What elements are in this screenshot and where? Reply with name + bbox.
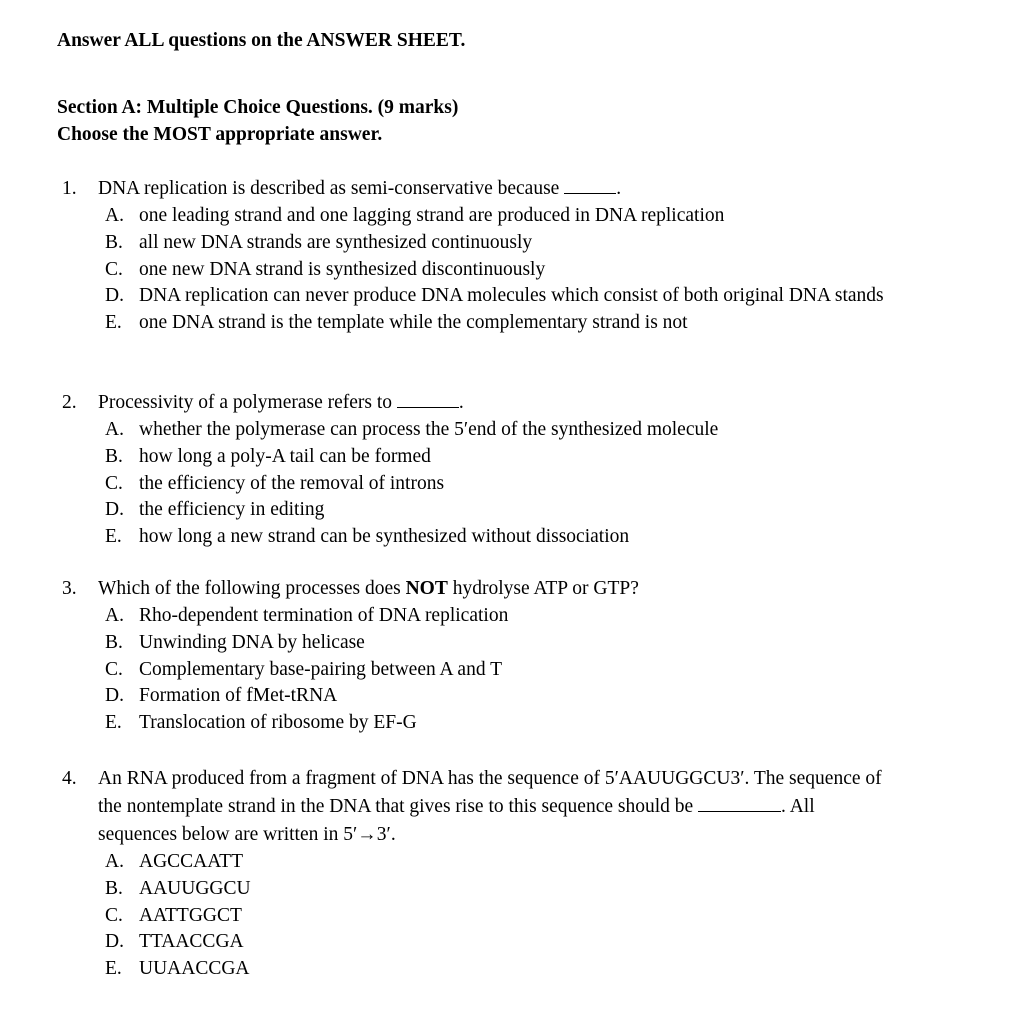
question-number: 1. xyxy=(62,178,77,199)
option-b xyxy=(62,230,942,257)
option-e xyxy=(62,524,942,551)
option-c xyxy=(62,657,942,684)
option-d xyxy=(62,497,942,524)
option-a xyxy=(62,849,882,876)
answer-blank xyxy=(564,177,616,194)
options-list xyxy=(62,417,942,551)
option-text: Translocation of ribosome by EF-G xyxy=(139,712,417,734)
stem-emphasis: NOT xyxy=(405,578,448,599)
option-letter: E. xyxy=(105,958,122,980)
option-text: all new DNA strands are synthesized continuously xyxy=(139,231,533,253)
question-2 xyxy=(62,389,942,551)
option-text: AGCCAATT xyxy=(139,851,244,872)
answer-sheet-instruction: Answer ALL questions on the ANSWER SHEET. xyxy=(57,30,466,51)
option-letter: A. xyxy=(105,419,124,440)
options-list xyxy=(62,849,882,983)
option-letter: E. xyxy=(105,312,122,334)
option-text: whether the polymerase can process the 5′end of the synthesized molecule xyxy=(139,419,719,440)
question-4 xyxy=(62,765,882,983)
question-stem xyxy=(62,389,942,417)
option-letter: D. xyxy=(105,285,124,307)
stem-text-end: . xyxy=(616,178,622,199)
option-letter: D. xyxy=(105,685,124,707)
option-d xyxy=(62,283,962,310)
option-text: AAUUGGCU xyxy=(139,877,251,899)
question-number: 2. xyxy=(62,392,77,413)
option-c xyxy=(62,471,942,498)
option-letter: E. xyxy=(105,526,122,548)
section-subtitle: Choose the MOST appropriate answer. xyxy=(57,124,383,145)
option-text: AATTGGCT xyxy=(139,904,242,926)
option-text: one new DNA strand is synthesized discontinuously xyxy=(139,258,546,280)
option-letter: D. xyxy=(105,931,124,953)
option-text: TTAACCGA xyxy=(139,931,244,953)
option-text: DNA replication can never produce DNA molecules which consist of both original DNA stands xyxy=(139,285,884,307)
question-1 xyxy=(62,175,942,337)
option-letter: A. xyxy=(105,605,124,626)
option-d xyxy=(62,683,942,710)
option-letter: C. xyxy=(105,658,123,680)
stem-text-end: . xyxy=(458,392,464,413)
stem-text: An RNA produced from a fragment of DNA has the sequence of 5′AAUUGGCU3′. The sequence of the nontemplate strand in the DNA that gives rise to this sequence should be xyxy=(98,768,882,817)
option-letter: B. xyxy=(105,445,123,467)
option-letter: B. xyxy=(105,231,123,253)
option-letter: C. xyxy=(105,258,123,280)
option-e xyxy=(62,310,942,337)
option-letter: C. xyxy=(105,472,123,494)
option-text: Complementary base-pairing between A and T xyxy=(139,658,502,680)
option-text: UUAACCGA xyxy=(139,958,250,980)
option-e xyxy=(62,710,942,737)
question-stem xyxy=(62,575,942,603)
stem-text-end: hydrolyse ATP or GTP? xyxy=(447,578,639,599)
option-letter: B. xyxy=(105,877,123,899)
option-text: one leading strand and one lagging strand are produced in DNA replication xyxy=(139,205,725,226)
stem-text: Which of the following processes does xyxy=(98,578,406,599)
answer-blank xyxy=(698,795,781,812)
options-list xyxy=(62,203,942,337)
stem-text: DNA replication is described as semi-conservative because xyxy=(98,178,565,199)
option-a xyxy=(62,203,942,230)
option-text: Formation of fMet-tRNA xyxy=(139,685,338,707)
stem-text-end: . All sequences below are written in 5′→3′. xyxy=(98,796,815,845)
options-list xyxy=(62,603,942,737)
question-stem xyxy=(62,765,882,849)
option-c xyxy=(62,257,942,284)
option-letter: D. xyxy=(105,499,124,521)
option-text: the efficiency in editing xyxy=(139,499,325,521)
option-b xyxy=(62,444,942,471)
section-title: Section A: Multiple Choice Questions. (9 marks) xyxy=(57,97,459,118)
option-text: the efficiency of the removal of introns xyxy=(139,472,445,494)
option-d xyxy=(62,929,882,956)
option-letter: C. xyxy=(105,904,123,926)
option-text: how long a new strand can be synthesized without dissociation xyxy=(139,526,630,548)
option-text: Rho-dependent termination of DNA replication xyxy=(139,605,509,626)
option-letter: A. xyxy=(105,205,124,226)
option-text: Unwinding DNA by helicase xyxy=(139,631,365,653)
option-b xyxy=(62,876,882,903)
option-text: how long a poly-A tail can be formed xyxy=(139,445,431,467)
option-c xyxy=(62,903,882,930)
option-text: one DNA strand is the template while the complementary strand is not xyxy=(139,312,688,334)
question-number: 4. xyxy=(62,768,77,789)
question-number: 3. xyxy=(62,578,77,599)
stem-text: Processivity of a polymerase refers to xyxy=(98,392,397,413)
option-b xyxy=(62,630,942,657)
question-3 xyxy=(62,575,942,737)
option-letter: B. xyxy=(105,631,123,653)
option-a xyxy=(62,417,942,444)
option-e xyxy=(62,956,882,983)
option-letter: A. xyxy=(105,851,124,872)
question-stem xyxy=(62,175,942,203)
option-letter: E. xyxy=(105,712,122,734)
option-a xyxy=(62,603,942,630)
answer-blank xyxy=(397,391,459,408)
